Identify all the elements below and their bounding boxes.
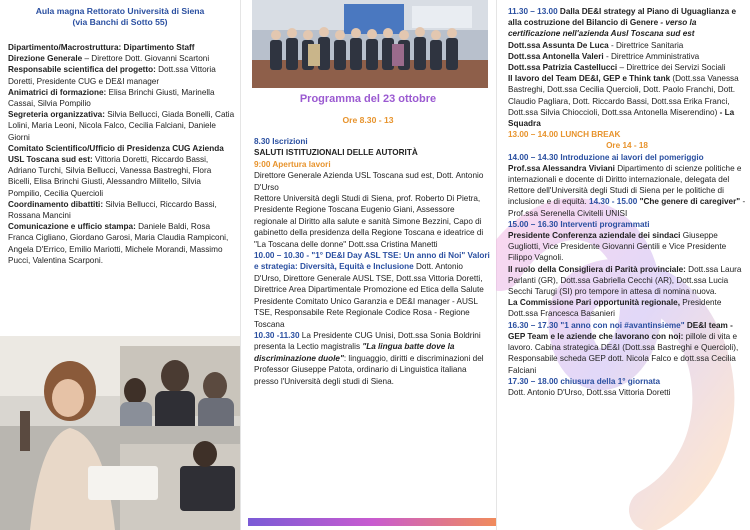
resp-label: Responsabile scientifica del progetto: [8,65,156,75]
r7-time: 15.00 – 16.30 Interventi programmati [508,219,650,229]
r3-name: Dott.ssa Antonella Valeri [508,51,604,61]
opening-time: 9:00 Apertura lavori [254,159,331,169]
comit-label: Comitato Scientifico/Ufficio di Presidenza CUG Azienda USL Toscana sud est: [8,143,224,165]
r4-name: Dott.ssa Patrizia Castellucci [508,63,618,73]
r8-text: Dott.ssa Laura Parlanti (GR), Dott.ssa Gabriella Cecchi (AR), Dott.ssa Lucia Secchi Tarugi (SI) pro tempore in attesa di nomina nuova. [508,264,742,297]
r8-title: Il ruolo della Consigliera di Parità provinciale: [508,264,686,274]
morning-program [254,136,490,387]
r2-name: Dott.ssa Assunta De Luca [508,40,609,50]
session-2-text-a: La Presidente CUG Unisi, Dott.ssa Sonia Boldrini presenta la Lectio magistralis [254,330,481,352]
r10-time: 16.30 – 17.30 "1 anno con noi #avantinsieme" [508,320,685,330]
r6-speaker: Prof.ssa Alessandra Viviani [508,163,615,173]
session-1-text: Dott. Antonio D'Urso, Direttore Generale AUSL TSE, Dott.ssa Vittoria Doretti, Direttrice Area Dipartimentale Promozione ed Etica della Salute Presidente Comitato Unico Garanzia e DE&I manager - AUSL TSE, Responsabile Rete Regionale Codice Rosa - Regione Toscana [254,262,484,329]
group-photo [252,0,488,88]
r1-subtitle: - verso la certificazione nell'azienda Ausl Toscana sud est [508,18,697,39]
session-2-text-b: : linguaggio, diritti e discriminazioni del Professor Giuseppe Patota, ordinario di Linguistica italiana presso l'Università degli studi di Siena. [254,353,484,386]
dg-text: – Direttore Dott. Giovanni Scartoni [82,54,210,64]
venue-name: Aula magna Rettorato Università di Siena [35,6,205,16]
opening-speaker: Direttore Generale Azienda USL Toscana sud est, Dott. Antonio D'Urso [254,171,484,192]
anim-label: Animatrici di formazione: [8,87,107,97]
authorities-list: Rettore Università degli Studi di Siena, prof. Roberto Di Pietra, Presidente Regione Toscana Eugenio Giani, Assessore regionale al Diritto alla salute e sanità Simone Bezzini, Capo di gabinetto della presidenza della Regione Toscana e ideatrice di "La Toscana delle donne" Dott.ssa Cristina Manetti [254,194,484,249]
r11-time: 17.30 – 18.00 chiusura della 1° giornata [508,376,661,386]
comm-label: Comunicazione e ufficio stampa: [8,222,136,232]
credits [8,42,236,266]
afternoon-program [508,6,746,398]
audience-photo [0,336,240,530]
r3-role: - Direttrice Amministrativa [603,51,700,61]
r6-time: 14.00 – 14.30 Introduzione ai lavori del pomeriggio [508,152,704,162]
r1-title: Dalla DE&I strategy al Piano di Uguaglianza e alla costruzione del Bilancio di Genere [508,7,736,28]
dept-label: Dipartimento/Macrostruttura: Dipartimento Staff [8,43,195,52]
r11-speakers: Dott. Antonio D'Urso, Dott.ssa Vittoria Doretti [508,387,671,397]
r7-text: Giuseppe Gugliotti, Vice Presidente Giovanni Gentili e Vice Presidente Filippo Vagnoli. [508,231,727,263]
r9-text: Presidente Dott.ssa Francesca Basanieri [508,298,722,319]
coord-text: Silvia Bellucci, Riccardo Bassi, Rossana Mancini [8,199,217,221]
lectio-title: "La lingua batte dove la discriminazione duole" [254,342,455,363]
r6-talk: "Che genere di caregiver" [637,197,741,207]
session-1-title: 10.00 – 10.30 - "1° DE&I Day ASL TSE: Un anno di Noi" Valori e strategia: Diversità, Equità e Inclusione [254,251,490,272]
group-illustration [252,0,488,88]
segr-text: Silvia Bellucci, Giada Bonelli, Catia Lolini, Maria Leoni, Nicola Falco, Cecilia Falciani, Daniele Giorni [8,110,235,142]
comit-text: Vittoria Doretti, Riccardo Bassi, Adriano Turchi, Silvia Bellucci, Vanessa Bastreghi, Flora Bicelli, Elisa Brinchi Giusti, Alessandro Militello, Silvia Pompilio, Cecilia Quercioli [8,155,212,198]
registration: 8.30 Iscrizioni [254,137,308,146]
morning-time-range: Ore 8.30 - 13 [342,115,394,125]
venue-address: (via Banchi di Sotto 55) [72,17,168,27]
r6-time-2: 14.30 - 15.00 [589,197,638,207]
r10-title: DE&I team - GEP Team e le aziende che lavorano con noi: [508,320,733,341]
r4-role: – Direttrice dei Servizi Sociali [617,63,726,73]
gradient-bar [248,518,496,526]
dg-label: Direzione Generale [8,54,83,64]
r9-title: La Commissione Pari opportunità regionale, [508,298,680,308]
r6-speaker-2: - Prof.ssa Serenella Civitelli UNISI [508,197,746,218]
coord-label: Coordinamento dibattiti: [8,199,104,209]
lunch-break: 13.00 – 14.00 LUNCH BREAK [508,130,621,140]
anim-text: Elisa Brinchi Giusti, Marinella Cassai, Silvia Pompilio [8,87,215,109]
middle-panel [240,0,496,530]
r5-squadra: - La Squadra [508,107,735,129]
right-panel [496,0,750,530]
afternoon-time-range: Ore 14 - 18 [606,141,648,151]
greetings-heading: SALUTI ISTITUZIONALI DELLE AUTORITÀ [254,148,418,158]
resp-text: Dott.ssa Vittoria Doretti, Presidente CUG e DE&I manager [8,65,216,86]
r10-text: pillole di vita e lavoro. Cabina strategica DE&I (Dott.ssa Bastreghi e Quercioli), Responsabile scheda GEP dott. Nicola Falco e dott.ssa Cecilia Falciani [508,331,739,375]
comm-text: Daniele Baldi, Rosa Franca Cigliano, Giordano Garosi, Maria Claudia Rampiconi, Angela D'Errico, Emilio Mariotti, Michele Morandi, Massimo Pucci, Valentina Scarponi. [8,222,229,265]
program-title: Programma del 23 ottobre [299,93,437,105]
session-2-time: 10.30 -11.30 [254,330,300,340]
r6-bio: Dipartimento di scienze politiche e internazionali e docente di Diritto internazionale, delegata del Rettore dell'Università degli Studi di Siena per le politiche di inclusione e di equità. [508,163,742,207]
audience-illustration [0,336,240,530]
r7-title: Presidente Conferenza aziendale dei sindaci [508,231,681,241]
r2-role: - Direttrice Sanitaria [608,40,684,50]
venue [0,0,240,28]
r5-people: (Dott.ssa Vanessa Bastreghi, Dott.ssa Cecilia Quercioli, Dott. Paolo Franchi, Dott. Claudio Pagliara, Dott. Riccardo Bassi, Dott.ssa Erika Franci, Dott.ssa Silvia Chioccioli, Dott.ssa Antonella Miserendino) [508,74,739,117]
segr-label: Segreteria organizzativa: [8,110,105,120]
left-panel [0,0,240,530]
r1-time: 11.30 – 13.00 [508,7,558,16]
r5-title: Il lavoro del Team DE&I, GEP e Think tank [508,74,671,84]
